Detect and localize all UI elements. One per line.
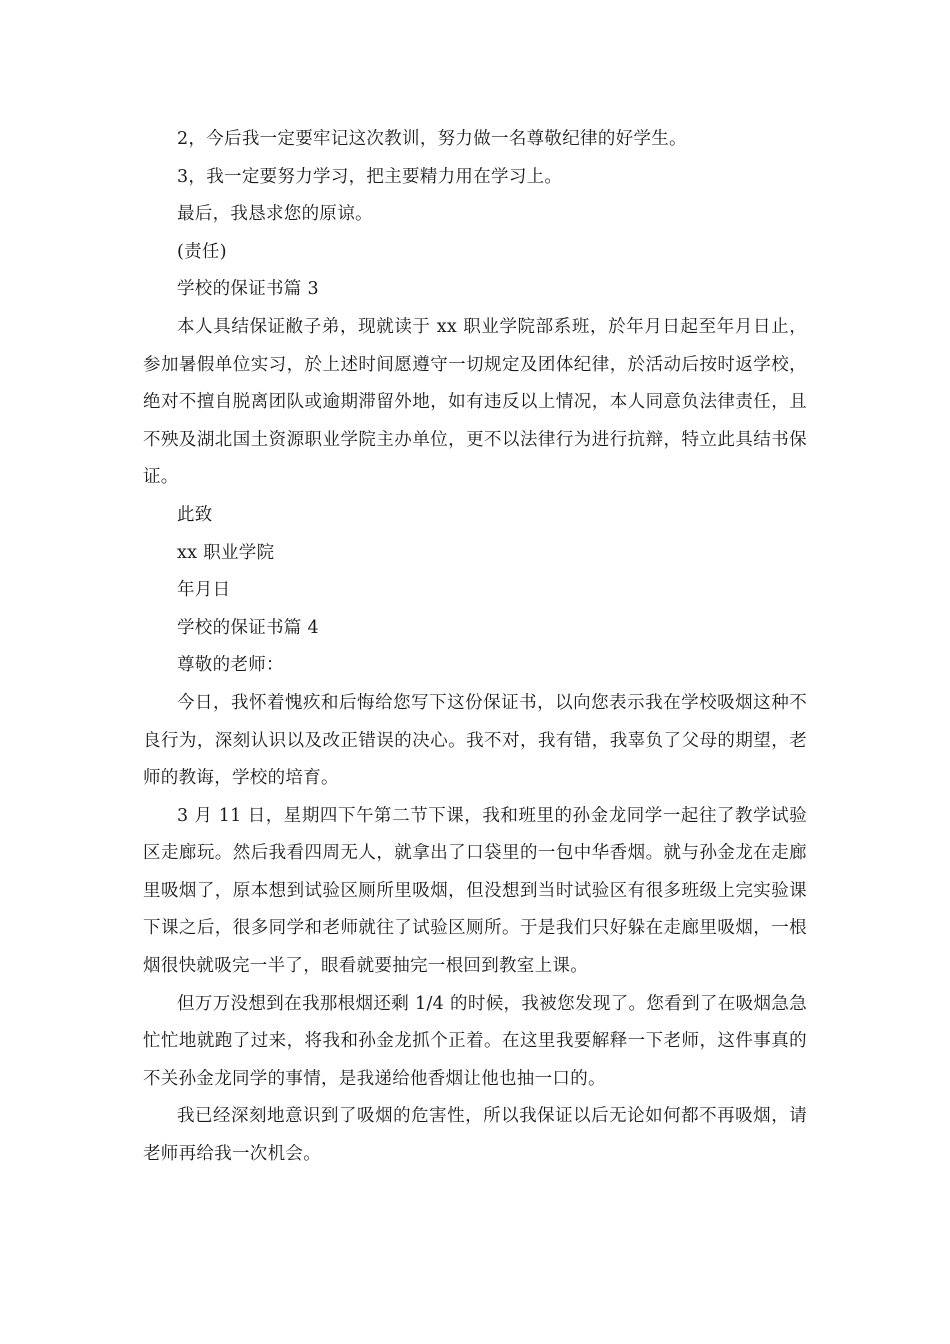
paragraph-incident: 3 月 11 日，星期四下午第二节下课，我和班里的孙金龙同学一起往了教学试验区走廊玩。然后我看四周无人，就拿出了口袋里的一包中华香烟。就与孙金龙在走廊里吸烟了，原本想到试验区厕所里吸烟，但没想到当时试验区有很多班级上完实验课下课之后，很多同学和老师就往了试验区厕所。于是我们只好躲在走廊里吸烟，一根烟很快就吸完一半了，眼看就要抽完一根回到教室上课。 — [143, 805, 807, 977]
paragraph-intro: 今日，我怀着愧疚和后悔给您写下这份保证书，以向您表示我在学校吸烟这种不良行为，深刻认识以及改正错误的决心。我不对，我有错，我辜负了父母的期望，老师的教诲，学校的培育。 — [143, 692, 807, 789]
section-heading-3: 学校的保证书篇 3 — [177, 279, 319, 300]
date-line: 年月日 — [177, 580, 231, 601]
greeting-teacher: 尊敬的老师： — [177, 655, 284, 676]
paragraph-discovery: 但万万没想到在我那根烟还剩 1/4 的时候，我被您发现了。您看到了在吸烟急急忙忙地就跑了过来，将我和孙金龙抓个正着。在这里我要解释一下老师，这件事真的不关孙金龙同学的事情，是我递给他香烟让他也抽一口的。 — [143, 993, 807, 1089]
paragraph-item-2: 2，今后我一定要牢记这次教训，努力做一名尊敬纪律的好学生。 — [177, 129, 687, 149]
document-body — [143, 121, 807, 1174]
paragraph-tag-responsibility: (责任) — [177, 241, 227, 262]
paragraph-closing-apology: 最后，我恳求您的原谅。 — [177, 204, 373, 225]
paragraph-guarantee-statement: 本人具结保证敝子弟，现就读于 xx 职业学院部系班，於年月日起至年月日止，参加暑假单位实习，於上述时间愿遵守一切规定及团体纪律，於活动后按时返学校，绝对不擅自脱离团队或逾期滞留外地，如有违反以上情况，本人同意负法律责任，且不殃及湖北国土资源职业学院主办单位，更不以法律行为进行抗辩，特立此具结书保证。 — [143, 316, 807, 488]
salutation-to: 此致 — [177, 504, 213, 525]
paragraph-item-3: 3，我一定要努力学习，把主要精力用在学习上。 — [177, 166, 563, 187]
paragraph-promise: 我已经深刻地意识到了吸烟的危害性，所以我保证以后无论如何都不再吸烟，请老师再给我一次机会。 — [143, 1106, 807, 1165]
section-heading-4: 学校的保证书篇 4 — [177, 617, 319, 638]
recipient-college: xx 职业学院 — [177, 542, 275, 563]
